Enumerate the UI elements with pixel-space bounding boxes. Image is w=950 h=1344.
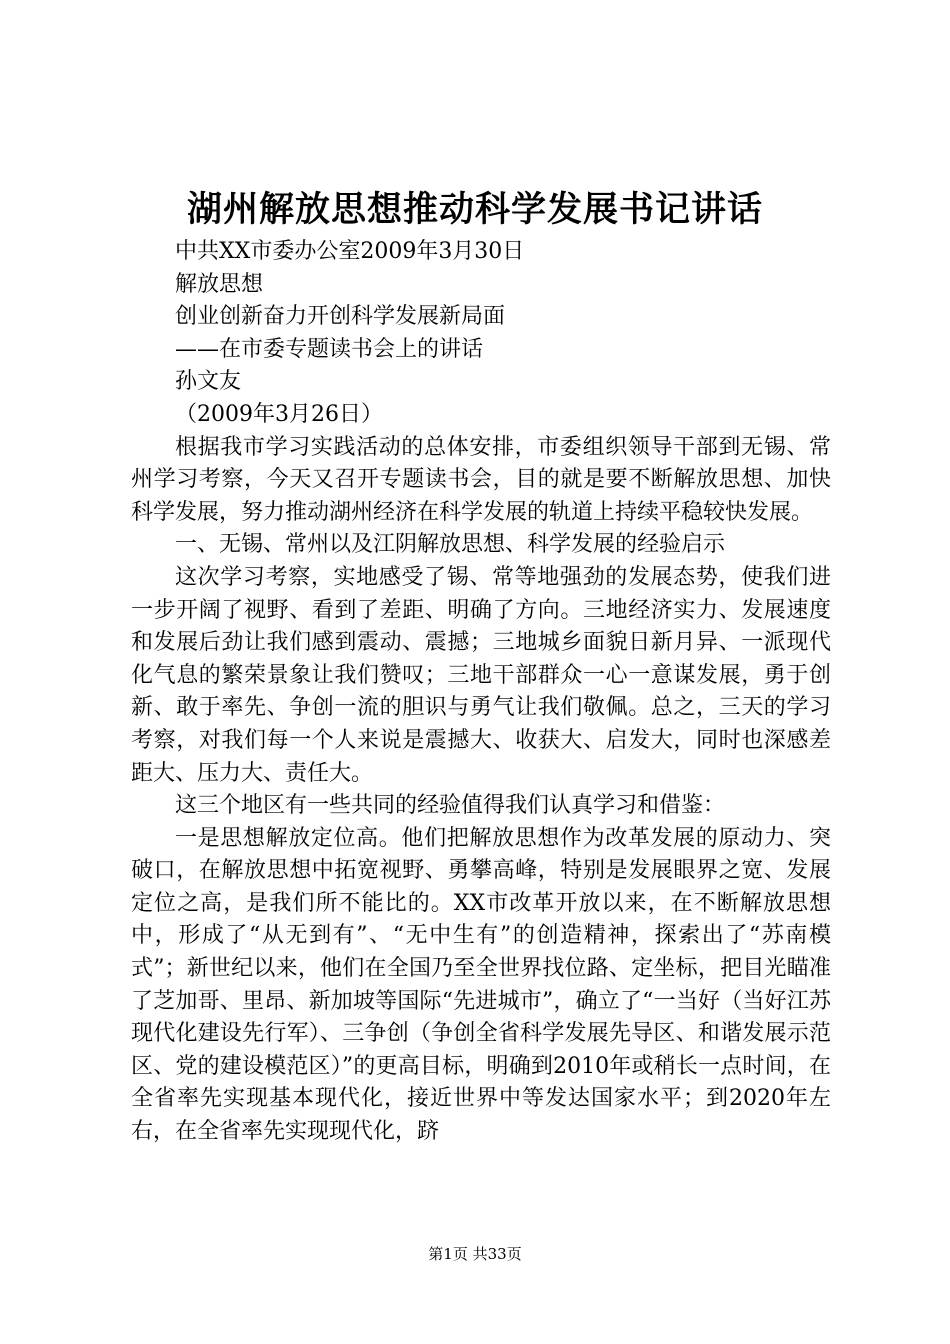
page-footer: 第1页 共33页: [428, 1245, 522, 1263]
heading-line: 创业创新奋力开创科学发展新局面: [175, 304, 506, 330]
heading-line: 解放思想: [175, 271, 264, 297]
issuer-line: 中共XX市委办公室2009年3月30日: [175, 239, 525, 264]
body-paragraph: 这次学习考察，实地感受了锡、常等地强劲的发展态势，使我们进一步开阔了视野、看到了差距、明确了方向。三地经济实力、发展速度和发展后劲让我们感到震动、震撼；三地城乡面貌日新月异、一派现代化气息的繁荣景象让我们赞叹；三地干部群众一心一意谋发展，勇于创新、敢于率先、争创一流的胆识与勇气让我们敬佩。总之，三天的学习考察，对我们每一个人来说是震撼大、收获大、启发大，同时也深感差距大、压力大、责任大。: [131, 564, 831, 786]
section-heading: 一、无锡、常州以及江阴解放思想、科学发展的经验启示: [175, 532, 726, 558]
date-line: （2009年3月26日）: [175, 401, 383, 427]
document-body: [131, 236, 831, 1149]
subtitle-line: ——在市委专题读书会上的讲话: [175, 336, 484, 362]
author-line: 孙文友: [175, 369, 242, 395]
document-title: 湖州解放思想推动科学发展书记讲话: [186, 189, 763, 230]
body-paragraph: 根据我市学习实践活动的总体安排，市委组织领导干部到无锡、常州学习考察，今天又召开专题读书会，目的就是要不断解放思想、加快科学发展，努力推动湖州经济在科学发展的轨道上持续平稳较快发展。: [131, 434, 831, 525]
body-paragraph: 这三个地区有一些共同的经验值得我们认真学习和借鉴：: [175, 793, 726, 819]
body-paragraph: 一是思想解放定位高。他们把解放思想作为改革发展的原动力、突破口，在解放思想中拓宽视野、勇攀高峰，特别是发展眼界之宽、发展定位之高，是我们所不能比的。XX市改革开放以来，在不断解放思想中，形成了“从无到有”、“无中生有”的创造精神，探索出了“苏南模式”；新世纪以来，他们在全国乃至全世界找位路、定坐标，把目光瞄准了芝加哥、里昂、新加坡等国际“先进城市”，确立了“一当好（当好江苏现代化建设先行军）、三争创（争创全省科学发展先导区、和谐发展示范区、党的建设模范区）”的更高目标，明确到2010年或稍长一点时间，在全省率先实现基本现代化，接近世界中等发达国家水平；到2020年左右，在全省率先实现现代化，跻: [131, 825, 831, 1145]
